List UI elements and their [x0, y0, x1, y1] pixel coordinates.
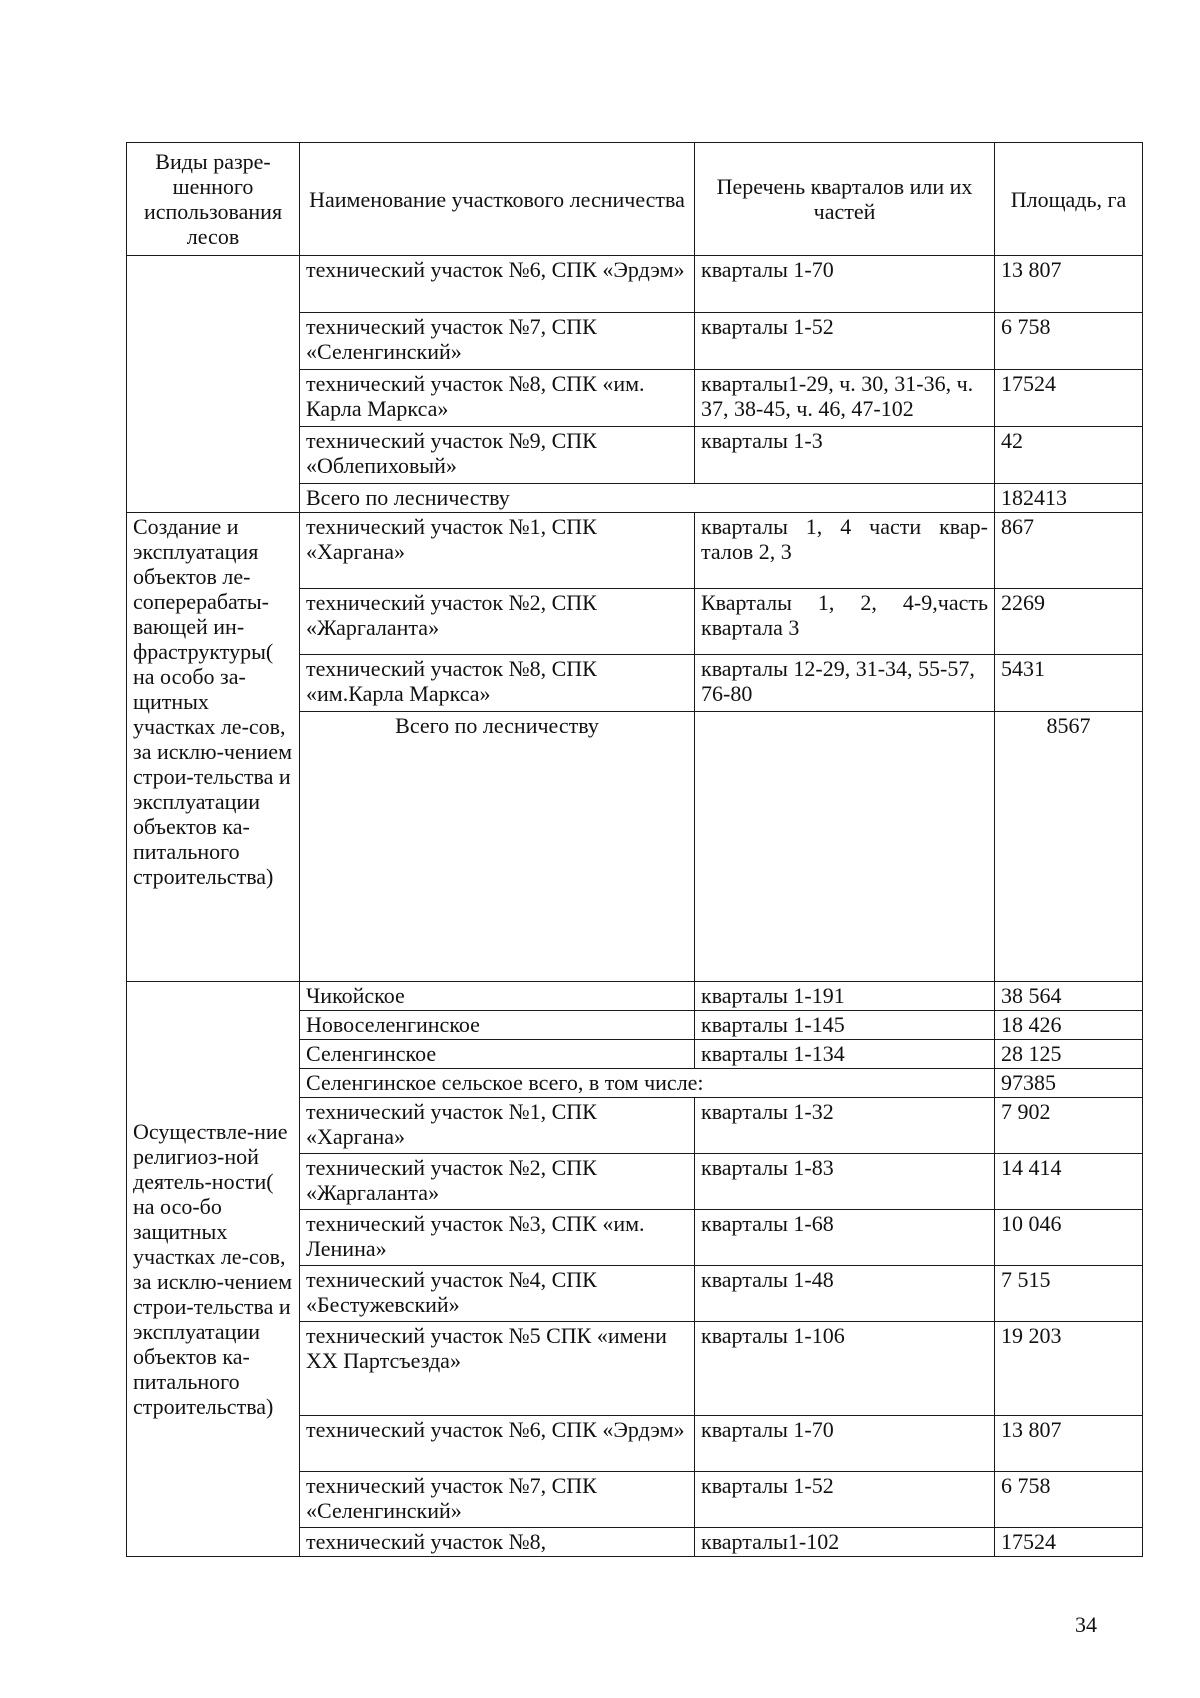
area-cell: 6 758: [995, 313, 1143, 370]
quarters-cell: кварталы 1-52: [695, 313, 995, 370]
area-cell: 17524: [995, 370, 1143, 427]
area-cell: 10 046: [995, 1210, 1143, 1266]
table-row: [127, 982, 1143, 1011]
quarters-cell: кварталы 1-134: [695, 1040, 995, 1069]
area-cell: 38 564: [995, 982, 1143, 1011]
forestry-name-cell: технический участок №8,: [300, 1528, 695, 1557]
forestry-name-cell: Новоселенгинское: [300, 1011, 695, 1040]
total-area: 182413: [995, 484, 1143, 513]
quarters-cell: кварталы 1-32: [695, 1098, 995, 1154]
area-cell: 2269: [995, 589, 1143, 655]
header-area: Площадь, га: [995, 143, 1143, 256]
forestry-name-cell: технический участок №5 СПК «имени XX Партсъезда»: [300, 1322, 695, 1416]
header-forestry-name: Наименование участкового лесничества: [300, 143, 695, 256]
area-cell: 13 807: [995, 1416, 1143, 1472]
quarters-cell: кварталы 1-70: [695, 1416, 995, 1472]
forest-use-table: [126, 142, 1143, 1557]
forestry-name-cell: технический участок №4, СПК «Бестужевский»: [300, 1266, 695, 1322]
quarters-cell: кварталы 12-29, 31-34, 55-57, 76-80: [695, 655, 995, 712]
quarters-cell: кварталы 1-48: [695, 1266, 995, 1322]
total-label: Всего по лесничеству: [300, 712, 695, 982]
header-use-type: Виды разре-шенного использования лесов: [127, 143, 300, 256]
quarters-cell: Кварталы 1, 2, 4-9,часть квартала 3: [695, 589, 995, 655]
forestry-name-cell: технический участок №2, СПК «Жаргаланта»: [300, 1154, 695, 1210]
quarters-cell: кварталы 1-70: [695, 256, 995, 313]
area-cell: 42: [995, 427, 1143, 484]
forestry-name-cell: Чикойское: [300, 982, 695, 1011]
total-label: Всего по лесничеству: [300, 484, 995, 513]
forestry-name-cell: технический участок №9, СПК «Облепиховый»: [300, 427, 695, 484]
area-cell: 13 807: [995, 256, 1143, 313]
forestry-name-cell: технический участок №1, СПК «Харгана»: [300, 1098, 695, 1154]
quarters-cell-empty: [695, 712, 995, 982]
quarters-cell: кварталы1-29, ч. 30, 31-36, ч. 37, 38-45, ч. 46, 47-102: [695, 370, 995, 427]
forestry-name-cell: технический участок №8, СПК «им. Карла Маркса»: [300, 370, 695, 427]
header-quarters: Перечень кварталов или их частей: [695, 143, 995, 256]
total-area: 8567: [995, 712, 1143, 982]
area-cell: 17524: [995, 1528, 1143, 1557]
quarters-cell: кварталы 1-191: [695, 982, 995, 1011]
table-row: [127, 513, 1143, 589]
area-cell: 867: [995, 513, 1143, 589]
area-cell: 28 125: [995, 1040, 1143, 1069]
subtotal-area: 97385: [995, 1069, 1143, 1098]
area-cell: 19 203: [995, 1322, 1143, 1416]
quarters-cell: кварталы 1-145: [695, 1011, 995, 1040]
forestry-name-cell: Селенгинское: [300, 1040, 695, 1069]
use-type-cell: Осуществле-ние религиоз-ной деятель-ности( на осо-бо защитных участках ле-сов, за исклю-чением строи-тельства и эксплуатации объектов ка-питального строительства): [127, 982, 300, 1557]
subtotal-label: Селенгинское сельское всего, в том числе:: [300, 1069, 995, 1098]
quarters-cell: кварталы 1-52: [695, 1472, 995, 1528]
forestry-name-cell: технический участок №8, СПК «им.Карла Маркса»: [300, 655, 695, 712]
area-cell: 7 902: [995, 1098, 1143, 1154]
area-cell: 5431: [995, 655, 1143, 712]
forestry-name-cell: технический участок №1, СПК «Харгана»: [300, 513, 695, 589]
quarters-cell: кварталы1-102: [695, 1528, 995, 1557]
forestry-name-cell: технический участок №2, СПК «Жаргаланта»: [300, 589, 695, 655]
forestry-name-cell: технический участок №6, СПК «Эрдэм»: [300, 256, 695, 313]
table-row: [127, 256, 1143, 313]
forestry-name-cell: технический участок №3, СПК «им. Ленина»: [300, 1210, 695, 1266]
area-cell: 14 414: [995, 1154, 1143, 1210]
forestry-name-cell: технический участок №7, СПК «Селенгинский»: [300, 313, 695, 370]
quarters-cell: кварталы 1, 4 части квар-талов 2, 3: [695, 513, 995, 589]
page-number: 34: [1075, 1612, 1097, 1637]
area-cell: 6 758: [995, 1472, 1143, 1528]
quarters-cell: кварталы 1-83: [695, 1154, 995, 1210]
quarters-cell: кварталы 1-68: [695, 1210, 995, 1266]
area-cell: 7 515: [995, 1266, 1143, 1322]
quarters-cell: кварталы 1-3: [695, 427, 995, 484]
forestry-name-cell: технический участок №6, СПК «Эрдэм»: [300, 1416, 695, 1472]
quarters-cell: кварталы 1-106: [695, 1322, 995, 1416]
table-header-row: [127, 143, 1143, 256]
area-cell: 18 426: [995, 1011, 1143, 1040]
use-type-cell-empty: [127, 256, 300, 513]
use-type-cell: Создание и эксплуатация объектов ле-соперерабаты-вающей ин-фраструктуры( на особо за-щитных участках ле-сов, за исклю-чением строи-тельства и эксплуатации объектов ка-питального строительства): [127, 513, 300, 982]
forestry-name-cell: технический участок №7, СПК «Селенгинский»: [300, 1472, 695, 1528]
